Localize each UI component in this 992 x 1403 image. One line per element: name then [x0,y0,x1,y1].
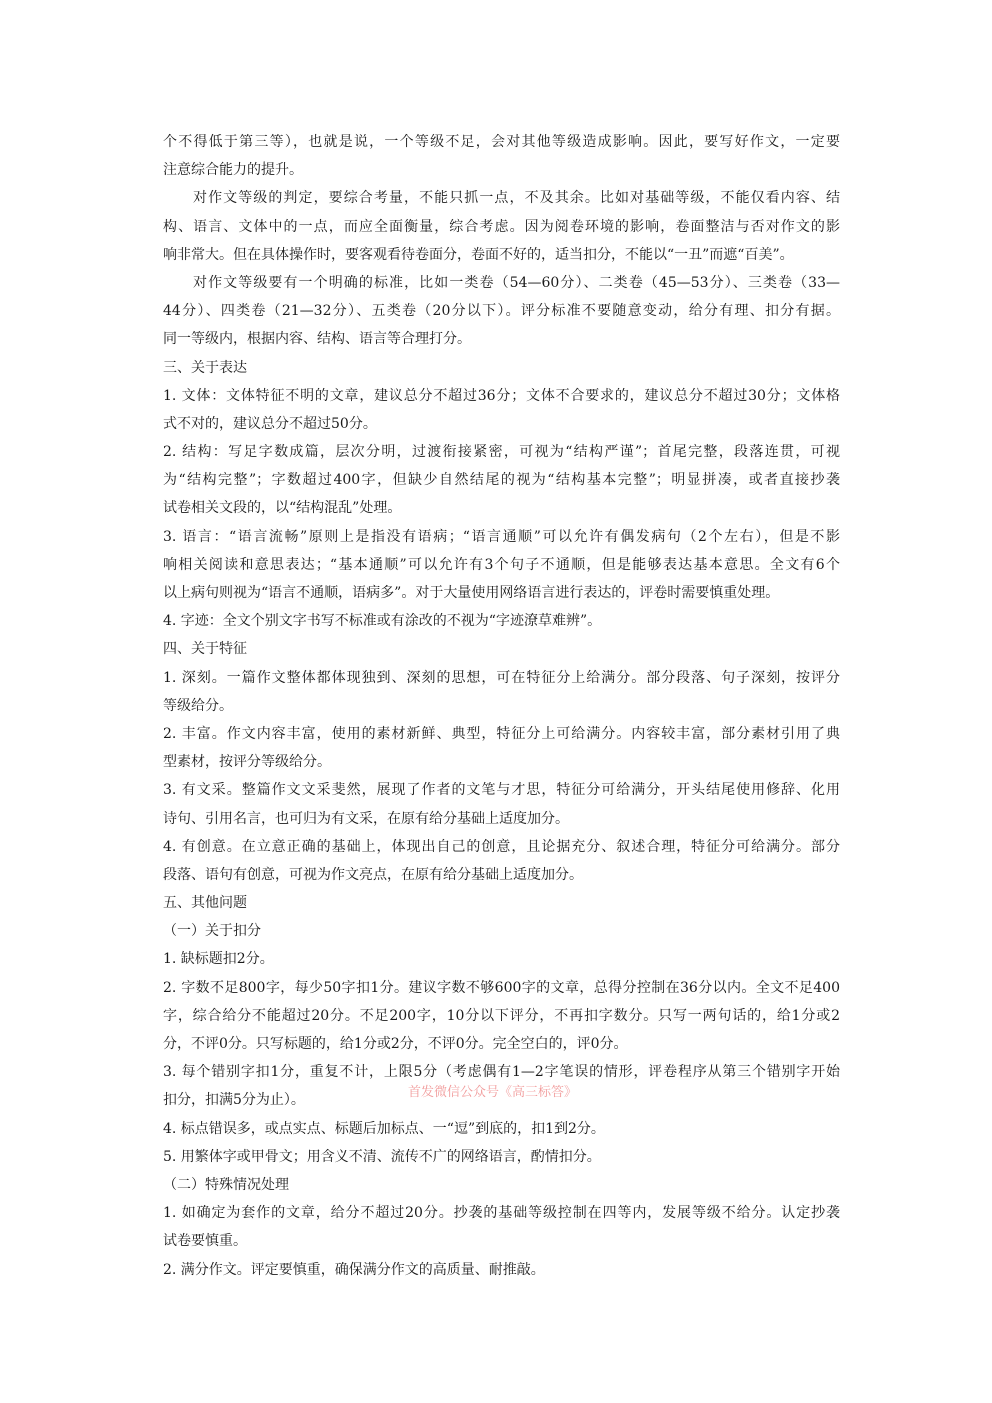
paragraph [163,354,840,382]
text-line: 响相关阅读和意思表达；“基本通顺”可以允许有3个句子不通顺，但是能够表达基本意思。全文有6个 [163,556,840,573]
text-line: 1. 文体：文体特征不明的文章，建议总分不超过36分；文体不合要求的，建议总分不超过30分；文体格 [163,387,840,404]
paragraph [163,635,840,663]
paragraph [163,607,840,635]
text-line: 5. 用繁体字或甲骨文；用含义不清、流传不广的网络语言，酌情扣分。 [163,1148,601,1165]
paragraph [163,974,840,1059]
text-line: 型素材，按评分等级给分。 [163,754,331,771]
text-line: 构、语言、文体中的一点，而应全面衡量，综合考虑。因为阅卷环境的影响，卷面整洁与否对作文的影 [163,218,840,235]
paragraph [163,1143,840,1171]
text-line: 对作文等级的判定，要综合考量，不能只抓一点，不及其余。比如对基础等级，不能仅看内容、结 [193,190,840,207]
text-line: 三、关于表达 [163,359,247,376]
document-body [163,128,840,1284]
paragraph [163,523,840,608]
paragraph [163,664,840,720]
paragraph [163,269,840,354]
paragraph [163,382,840,438]
text-line: 诗句、引用名言，也可归为有文采，在原有给分基础上适度加分。 [163,810,569,827]
text-line: 3. 有文采。整篇作文文采斐然，展现了作者的文笔与才思，特征分可给满分，开头结尾使用修辞、化用 [163,782,840,799]
paragraph [163,1256,840,1284]
text-line: 字，综合给分不能超过20分。不足200字，10分以下评分，不再扣字数分。只写一两句话的，给1分或2 [163,1007,840,1024]
text-line: 2. 满分作文。评定要慎重，确保满分作文的高质量、耐推敲。 [163,1261,545,1278]
text-line: 四、关于特征 [163,641,247,658]
text-line: 试卷要慎重。 [163,1233,247,1250]
text-line: 1. 深刻。一篇作文整体都体现独到、深刻的思想，可在特征分上给满分。部分段落、句子深刻，按评分 [163,669,840,686]
paragraph [163,776,840,832]
text-line: 分，不评0分。只写标题的，给1分或2分，不评0分。完全空白的，评0分。 [163,1036,628,1052]
paragraph [163,1115,840,1143]
paragraph [163,917,840,945]
text-line: 4. 有创意。在立意正确的基础上，体现出自己的创意，且论据充分、叙述合理，特征分可给满分。部分 [163,838,840,855]
paragraph [163,833,840,889]
text-line: （一）关于扣分 [163,923,261,940]
text-line: 1. 如确定为套作的文章，给分不超过20分。抄袭的基础等级控制在四等内，发展等级不给分。认定抄袭 [163,1205,840,1222]
paragraph [163,438,840,523]
text-line: 3. 语言：“语言流畅”原则上是指没有语病；“语言通顺”可以允许有偶发病句（2个左右），但是不影 [163,528,840,545]
text-line: 4. 标点错误多，或点实点、标题后加标点、一“逗”到底的，扣1到2分。 [163,1120,605,1137]
text-line: 3. 每个错别字扣1分，重复不计，上限5分（考虑偶有1—2字笔误的情形，评卷程序从第三个错别字开始 [163,1064,840,1081]
text-line: 2. 丰富。作文内容丰富，使用的素材新鲜、典型，特征分上可给满分。内容较丰富，部分素材引用了典 [163,725,840,742]
paragraph [163,1199,840,1255]
paragraph [163,128,840,184]
text-line: 段落、语句有创意，可视为作文亮点，在原有给分基础上适度加分。 [163,866,583,883]
text-line: 以上病句则视为“语言不通顺，语病多”。对于大量使用网络语言进行表达的，评卷时需要慎重处理。 [163,585,780,601]
text-line: 同一等级内，根据内容、结构、语言等合理打分。 [163,331,471,348]
text-line: 44分）、四类卷（21—32分）、五类卷（20分以下）。评分标准不要随意变动，给分有理、扣分有据。 [163,303,840,320]
text-line: 2. 结构：写足字数成篇，层次分明，过渡衔接紧密，可视为“结构严谨”；首尾完整，段落连贯，可视 [163,444,840,461]
text-line: 对作文等级要有一个明确的标准，比如一类卷（54—60分）、二类卷（45—53分）、三类卷（33— [193,274,840,291]
text-line: 2. 字数不足800字，每少50字扣1分。建议字数不够600字的文章，总得分控制在36分以内。全文不足400 [163,979,840,996]
paragraph [163,184,840,269]
text-line: 等级给分。 [163,697,233,714]
paragraph [163,889,840,917]
text-line: 个不得低于第三等），也就是说，一个等级不足，会对其他等级造成影响。因此，要写好作文，一定要 [163,134,840,150]
paragraph [163,1171,840,1199]
text-line: 4. 字迹：全文个别文字书写不标准或有涂改的不视为“字迹潦草难辨”。 [163,613,602,630]
text-line: 注意综合能力的提升。 [163,162,303,179]
text-line: 为“结构完整”；字数超过400字，但缺少自然结尾的视为“结构基本完整”；明显拼凑，或者直接抄袭 [163,472,840,489]
text-line: 扣分，扣满5分为止）。 [163,1092,305,1109]
paragraph [163,945,840,973]
text-line: 响非常大。但在具体操作时，要客观看待卷面分，卷面不好的，适当扣分，不能以“一丑”而遮“百美”。 [163,246,794,263]
text-line: 式不对的，建议总分不超过50分。 [163,415,377,432]
text-line: 试卷相关文段的，以“结构混乱”处理。 [163,500,402,517]
text-line: （二）特殊情况处理 [163,1176,289,1193]
text-line: 1. 缺标题扣2分。 [163,951,274,968]
paragraph [163,720,840,776]
watermark-text: 首发微信公众号《高三标答》 [408,1085,578,1100]
text-line: 五、其他问题 [163,895,247,912]
